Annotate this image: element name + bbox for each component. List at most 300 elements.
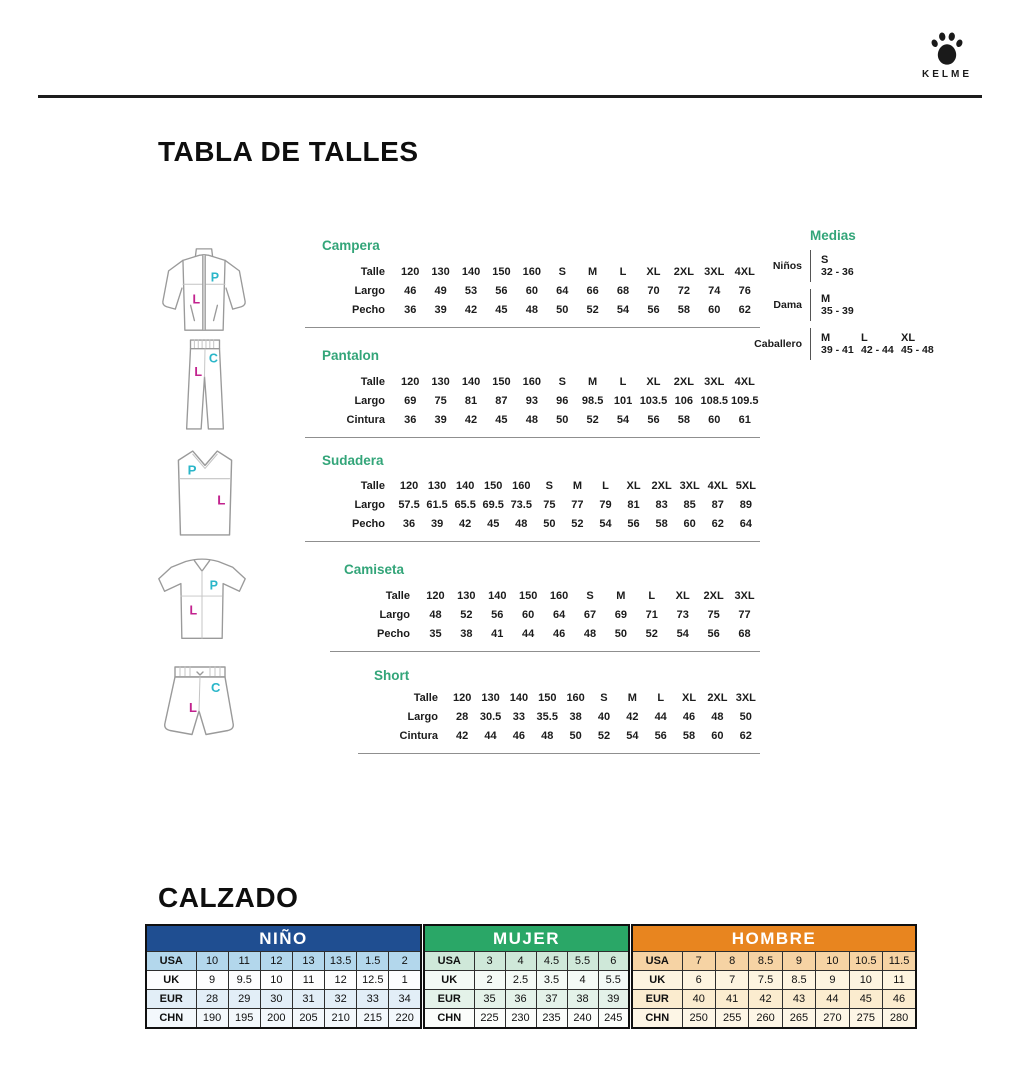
size-value: 130	[431, 375, 450, 388]
size-value: 103.5	[639, 394, 668, 407]
size-value: 160	[512, 479, 531, 492]
size-value: 39	[434, 303, 447, 316]
size-value: 64	[556, 284, 569, 297]
size-value: 109.5	[730, 394, 759, 407]
size-value: 50	[739, 710, 752, 723]
size-value: 3XL	[704, 265, 725, 278]
size-value: 44	[522, 627, 535, 640]
garment-title: Short	[374, 668, 410, 683]
shoe-row-label: CHN	[424, 1009, 474, 1029]
size-value: 150	[492, 375, 511, 388]
shoe-size-value: 42	[749, 990, 782, 1009]
measure-label: Cintura	[399, 729, 438, 742]
shoe-size-value: 9	[196, 971, 228, 990]
size-value: 49	[434, 284, 447, 297]
size-value: 120	[401, 265, 420, 278]
size-value: XL	[626, 479, 641, 492]
shoe-size-value: 43	[782, 990, 815, 1009]
size-value: 50	[614, 627, 628, 640]
shoe-size-value: 33	[357, 990, 389, 1009]
size-value: 50	[556, 413, 569, 426]
medias-size-entry	[821, 332, 855, 356]
size-value: L	[602, 479, 609, 492]
shoe-row-label: CHN	[146, 1009, 196, 1029]
shoe-size-value: 245	[598, 1009, 629, 1029]
shoe-size-value: 8.5	[749, 952, 782, 971]
shoe-size-table-nino	[145, 924, 422, 1029]
shoe-size-value: 41	[715, 990, 748, 1009]
size-value: 74	[708, 284, 721, 297]
size-value: 62	[711, 517, 724, 530]
largo-letter: L	[192, 292, 201, 307]
size-value: 50	[543, 517, 556, 530]
shoe-size-value: 7	[715, 971, 748, 990]
size-value: 56	[495, 284, 508, 297]
campera-size-table	[305, 262, 760, 328]
measure-label: Talle	[413, 691, 438, 704]
medias-title: Medias	[810, 228, 856, 243]
shoe-size-value: 29	[228, 990, 260, 1009]
medias-range: 42 - 44	[861, 344, 894, 356]
shoe-size-value: 1.5	[357, 952, 389, 971]
size-value: 160	[566, 691, 585, 704]
shoe-size-value: 6	[682, 971, 715, 990]
shoe-size-value: 39	[598, 990, 629, 1009]
pantalon-size-table	[305, 372, 760, 438]
measure-label: Pecho	[351, 517, 385, 530]
size-value: 69	[404, 394, 417, 407]
size-value: 39	[434, 413, 447, 426]
size-value: 140	[488, 589, 507, 602]
size-value: 3XL	[704, 375, 725, 388]
shoe-size-value: 9.5	[228, 971, 260, 990]
size-value: 35.5	[536, 710, 558, 723]
size-value: 58	[677, 303, 690, 316]
shoe-size-value: 12.5	[357, 971, 389, 990]
size-value: S	[545, 479, 554, 492]
medias-range: 32 - 36	[821, 266, 854, 278]
shoe-table-title: MUJER	[424, 925, 629, 952]
size-value: 54	[599, 517, 612, 530]
size-value: 87	[711, 498, 724, 511]
size-value: 120	[401, 375, 420, 388]
medias-size-entry	[821, 293, 855, 317]
size-value: 2XL	[651, 479, 672, 492]
shoe-size-value: 1	[389, 971, 421, 990]
shoe-size-value: 8	[715, 952, 748, 971]
shoe-size-value: 34	[389, 990, 421, 1009]
size-value: 73.5	[510, 498, 532, 511]
size-value: M	[616, 589, 626, 602]
size-value: L	[648, 589, 656, 602]
size-value: 58	[655, 517, 668, 530]
size-value: 3XL	[679, 479, 700, 492]
size-value: 75	[707, 608, 720, 621]
size-value: 46	[552, 627, 566, 640]
size-value: XL	[675, 589, 690, 602]
paw-icon	[926, 30, 968, 68]
measure-label: Talle	[385, 589, 410, 602]
shoe-size-value: 12	[325, 971, 357, 990]
size-value: 2XL	[703, 589, 724, 602]
shoe-size-value: 240	[567, 1009, 598, 1029]
size-value: 56	[707, 627, 720, 640]
medias-sizes	[810, 250, 855, 282]
shoe-size-value: 37	[536, 990, 567, 1009]
measure-label: Talle	[360, 375, 385, 388]
shoe-row-label: USA	[424, 952, 474, 971]
size-value: 69.5	[482, 498, 504, 511]
size-value: 50	[569, 729, 582, 742]
shoe-size-value: 265	[782, 1009, 815, 1029]
top-divider	[38, 95, 982, 98]
garment-title: Camiseta	[344, 562, 405, 577]
size-value: 60	[522, 608, 535, 621]
size-value: 76	[738, 284, 751, 297]
shoe-size-value: 230	[505, 1009, 536, 1029]
size-value: 4XL	[734, 375, 755, 388]
size-value: 96	[556, 394, 569, 407]
brand-logo	[903, 30, 991, 80]
shoe-size-value: 10.5	[849, 952, 882, 971]
size-value: 101	[613, 394, 633, 407]
size-value: 64	[739, 517, 752, 530]
measure-label: Cintura	[346, 413, 385, 426]
size-value: 53	[464, 284, 478, 297]
size-value: 48	[525, 303, 538, 316]
size-value: 73	[676, 608, 689, 621]
size-value: 54	[676, 627, 689, 640]
shoe-size-value: 4.5	[536, 952, 567, 971]
shoe-size-value: 250	[682, 1009, 715, 1029]
shoe-size-table-hombre	[631, 924, 917, 1029]
shoe-size-value: 35	[474, 990, 505, 1009]
garment-title: Campera	[322, 238, 380, 253]
size-value: 52	[460, 608, 473, 621]
shoe-size-value: 12	[260, 952, 292, 971]
size-value: 64	[552, 608, 566, 621]
tshirt-icon	[154, 552, 250, 644]
shoe-size-value: 195	[228, 1009, 260, 1029]
shoe-size-value: 9	[816, 971, 849, 990]
size-value: M	[627, 691, 637, 704]
shoe-size-value: 210	[325, 1009, 357, 1029]
size-value: 56	[627, 517, 640, 530]
size-value: 46	[682, 710, 696, 723]
shoe-row-label: UK	[146, 971, 196, 990]
size-value: 54	[616, 303, 630, 316]
size-value: 98.5	[581, 394, 604, 407]
size-value: 2XL	[707, 691, 728, 704]
medias-group-dama	[750, 289, 1012, 321]
shoe-size-value: 31	[292, 990, 324, 1009]
size-value: 52	[586, 413, 599, 426]
shoe-row-label: EUR	[632, 990, 682, 1009]
shoe-size-value: 4	[567, 971, 598, 990]
size-value: 85	[683, 498, 696, 511]
shoe-size-value: 11	[228, 952, 260, 971]
measure-label: Largo	[354, 284, 385, 297]
size-value: 48	[429, 608, 442, 621]
shoe-size-value: 32	[325, 990, 357, 1009]
shoe-size-value: 11	[883, 971, 916, 990]
short-size-table	[358, 688, 760, 754]
shoe-table-title: NIÑO	[146, 925, 421, 952]
size-value: 120	[426, 589, 445, 602]
size-value: 81	[627, 498, 640, 511]
camiseta-size-table	[330, 586, 760, 652]
measure-label: Talle	[360, 265, 385, 278]
shoe-size-value: 5.5	[567, 952, 598, 971]
medias-panel	[750, 228, 1012, 360]
size-value: 106	[674, 394, 694, 407]
size-value: 58	[682, 729, 696, 742]
size-value: 150	[538, 691, 557, 704]
medias-size-entry	[901, 332, 935, 356]
size-value: 4XL	[734, 265, 755, 278]
size-value: 67	[583, 608, 597, 621]
size-value: 66	[586, 284, 599, 297]
shoe-size-value: 30	[260, 990, 292, 1009]
size-value: 60	[711, 729, 724, 742]
size-value: 87	[495, 394, 508, 407]
size-value: 77	[571, 498, 584, 511]
size-value: 33	[512, 710, 526, 723]
medias-sizes	[810, 328, 935, 360]
size-value: 45	[495, 413, 508, 426]
shoe-size-value: 38	[567, 990, 598, 1009]
size-value: 140	[461, 375, 481, 388]
size-value: 108.5	[700, 394, 729, 407]
size-value: S	[586, 589, 594, 602]
size-value: 120	[399, 479, 419, 492]
size-value: 140	[455, 479, 475, 492]
size-value: 81	[464, 394, 478, 407]
size-value: 62	[739, 729, 752, 742]
size-value: 39	[430, 517, 444, 530]
size-value: 35	[429, 627, 442, 640]
size-value: 68	[738, 627, 751, 640]
measure-label: Largo	[407, 710, 438, 723]
page-title: TABLA DE TALLES	[158, 136, 419, 167]
medias-group-label: Niños	[772, 260, 802, 272]
size-value: 69	[614, 608, 628, 621]
size-value: 56	[654, 729, 667, 742]
size-value: 75	[543, 498, 556, 511]
size-value: 36	[404, 303, 417, 316]
size-value: M	[588, 375, 598, 388]
medias-size-entry	[861, 332, 895, 356]
size-value: 61.5	[426, 498, 448, 511]
medias-group-caballero	[750, 328, 1012, 360]
size-value: 83	[655, 498, 668, 511]
jacket-icon	[156, 246, 252, 334]
garment-title: Sudadera	[322, 453, 384, 468]
medias-group-label: Dama	[773, 299, 802, 311]
size-value: 46	[404, 284, 417, 297]
shoe-size-value: 280	[883, 1009, 916, 1029]
shoe-row-label: UK	[424, 971, 474, 990]
size-value: 71	[645, 608, 658, 621]
shoe-row-label: EUR	[146, 990, 196, 1009]
size-value: 52	[571, 517, 584, 530]
size-value: 48	[541, 729, 554, 742]
shoe-size-value: 3.5	[536, 971, 567, 990]
size-value: 54	[626, 729, 639, 742]
measure-label: Largo	[354, 394, 385, 407]
size-value: 4XL	[707, 479, 728, 492]
cintura-letter: C	[211, 680, 221, 695]
size-value: 68	[616, 284, 630, 297]
size-value: 38	[460, 627, 473, 640]
shoe-size-value: 220	[389, 1009, 421, 1029]
size-value: 48	[711, 710, 724, 723]
medias-group-label: Caballero	[754, 338, 802, 350]
garment-title: Pantalon	[322, 348, 380, 363]
sudadera-size-table	[305, 476, 760, 542]
size-value: 40	[597, 710, 611, 723]
tank-top-icon	[166, 448, 244, 538]
shoe-size-value: 13	[292, 952, 324, 971]
size-value: XL	[646, 265, 661, 278]
shoe-size-value: 2	[474, 971, 505, 990]
largo-letter: L	[217, 492, 226, 508]
shoe-size-value: 9	[782, 952, 815, 971]
shoe-row-label: USA	[632, 952, 682, 971]
size-value: 44	[484, 729, 497, 742]
shoe-size-value: 4	[505, 952, 536, 971]
size-value: 140	[461, 265, 481, 278]
size-value: 38	[569, 710, 582, 723]
brand-name: KELME	[922, 69, 972, 80]
shoe-size-value: 10	[849, 971, 882, 990]
shoe-size-value: 11.5	[883, 952, 916, 971]
measure-label: Largo	[354, 498, 385, 511]
size-value: 89	[739, 498, 752, 511]
medias-size: L	[861, 332, 868, 344]
size-value: 79	[599, 498, 612, 511]
size-value: 56	[647, 413, 660, 426]
size-value: 2XL	[673, 265, 694, 278]
size-value: 56	[647, 303, 660, 316]
size-value: 70	[647, 284, 660, 297]
size-value: 140	[509, 691, 529, 704]
size-value: 44	[654, 710, 667, 723]
size-value: 160	[549, 589, 569, 602]
shoe-size-value: 5.5	[598, 971, 629, 990]
size-value: 48	[515, 517, 528, 530]
size-value: 52	[645, 627, 658, 640]
largo-letter: L	[189, 603, 198, 618]
size-value: XL	[646, 375, 661, 388]
size-value: 45	[487, 517, 500, 530]
size-value: 41	[491, 627, 504, 640]
size-value: 160	[522, 375, 541, 388]
size-value: 42	[456, 729, 469, 742]
medias-size: M	[821, 293, 831, 305]
largo-letter: L	[189, 700, 197, 715]
medias-range: 35 - 39	[821, 305, 854, 317]
size-value: 30.5	[479, 710, 502, 723]
shoe-size-value: 36	[505, 990, 536, 1009]
size-value: 130	[431, 265, 450, 278]
medias-size: XL	[901, 332, 916, 344]
pants-icon	[176, 336, 234, 433]
measure-label: Pecho	[376, 627, 410, 640]
size-value: S	[600, 691, 608, 704]
size-value: 3XL	[735, 691, 756, 704]
size-value: 60	[525, 284, 538, 297]
shoe-size-value: 46	[883, 990, 916, 1009]
size-value: 130	[427, 479, 447, 492]
medias-sizes	[810, 289, 855, 321]
size-value: 42	[464, 413, 478, 426]
size-value: S	[558, 375, 566, 388]
size-value: 62	[738, 303, 751, 316]
shoe-size-value: 45	[849, 990, 882, 1009]
medias-size: M	[821, 332, 831, 344]
medias-size-entry	[821, 254, 855, 278]
size-value: 2XL	[673, 375, 694, 388]
pecho-letter: P	[187, 462, 197, 478]
size-value: 50	[556, 303, 569, 316]
shoe-size-value: 3	[474, 952, 505, 971]
size-value: 160	[522, 265, 541, 278]
size-value: 28	[456, 710, 469, 723]
size-value: 5XL	[735, 479, 756, 492]
cintura-letter: C	[208, 351, 218, 366]
pecho-letter: P	[210, 270, 219, 285]
size-value: 46	[512, 729, 526, 742]
size-value: M	[572, 479, 582, 492]
size-value: 58	[677, 413, 690, 426]
shoe-size-value: 260	[749, 1009, 782, 1029]
shoe-size-value: 200	[260, 1009, 292, 1029]
size-value: 54	[616, 413, 630, 426]
shoe-size-value: 225	[474, 1009, 505, 1029]
size-value: 65.5	[454, 498, 476, 511]
shoe-size-value: 215	[357, 1009, 389, 1029]
shoe-size-value: 270	[816, 1009, 849, 1029]
size-value: 75	[434, 394, 447, 407]
size-value: 61	[738, 413, 751, 426]
shoe-size-value: 10	[196, 952, 228, 971]
shoe-row-label: CHN	[632, 1009, 682, 1029]
pecho-letter: P	[209, 578, 219, 593]
shoe-row-label: USA	[146, 952, 196, 971]
size-value: 72	[677, 284, 690, 297]
largo-letter: L	[194, 364, 203, 379]
shoe-row-label: UK	[632, 971, 682, 990]
shoe-size-value: 2.5	[505, 971, 536, 990]
shoe-size-value: 255	[715, 1009, 748, 1029]
size-value: 45	[495, 303, 508, 316]
size-value: XL	[682, 691, 697, 704]
size-value: 52	[597, 729, 611, 742]
shoe-size-value: 10	[260, 971, 292, 990]
size-value: 36	[402, 517, 416, 530]
shoe-size-value: 235	[536, 1009, 567, 1029]
size-value: 77	[738, 608, 751, 621]
size-value: 57.5	[398, 498, 420, 511]
shoe-row-label: EUR	[424, 990, 474, 1009]
shoe-size-value: 8.5	[782, 971, 815, 990]
shoe-size-table-mujer	[423, 924, 630, 1029]
size-value: 48	[583, 627, 597, 640]
size-value: 52	[586, 303, 599, 316]
size-value: 56	[491, 608, 504, 621]
size-value: S	[558, 265, 566, 278]
